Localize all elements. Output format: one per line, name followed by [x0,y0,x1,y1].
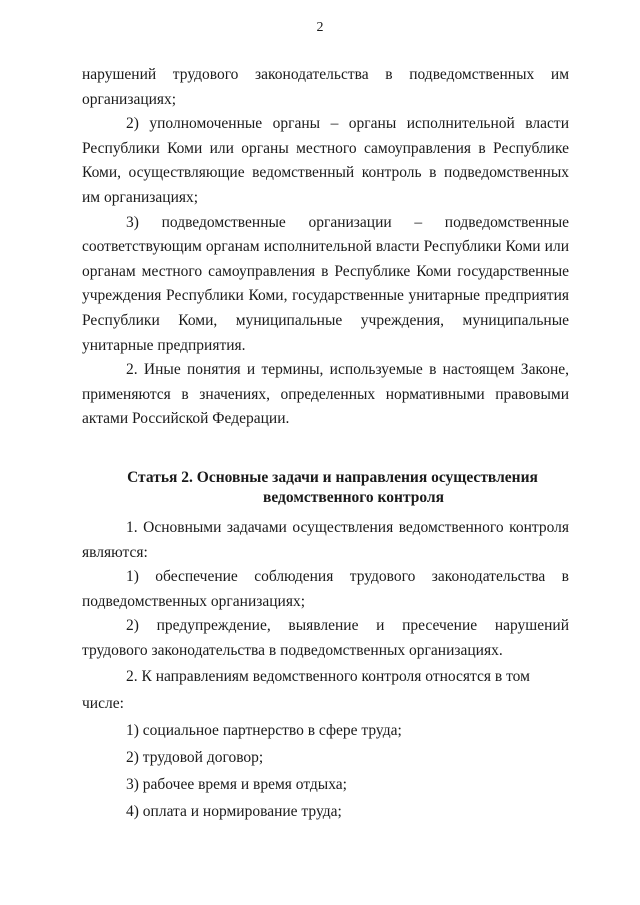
page-number: 2 [316,20,324,35]
paragraph-task-1: 1) обеспечение соблюдения трудового законодательства в подведомственных организациях; [82,568,569,610]
paragraph-main-tasks: 1. Основными задачами осуществления ведомственного контроля являются: [82,518,569,561]
paragraph-directions: 2. К направлениям ведомственного контроля относятся в том числе: [82,668,530,713]
article-2-heading [82,468,569,508]
list-item: 4) оплата и нормирование труда; [126,803,342,821]
article-title-line1: Статья 2. Основные задачи и направления осуществления [127,468,538,486]
document-body [82,63,569,825]
paragraph-continuation: нарушений трудового законодательства в подведомственных им организациях; [82,66,569,108]
paragraph-subordinate-organizations: 3) подведомственные организации – подведомственные соответствующим органам исполнительной власти Республики Коми или органам местного самоуправления в Республике Коми государственные учреждения Республики Коми, государственные унитарные предприятия Республики Коми, муниципальные учреждения, муниципальные унитарные предприятия. [82,213,569,354]
list-item: 2) трудовой договор; [126,749,264,767]
paragraph-other-terms: 2. Иные понятия и термины, используемые в настоящем Законе, применяются в значениях, определенных нормативными правовыми актами Российской Федерации. [82,361,569,428]
article-title-line2: ведомственного контроля [263,488,444,506]
list-item: 1) социальное партнерство в сфере труда; [126,722,402,740]
paragraph-authorized-bodies: 2) уполномоченные органы – органы исполнительной власти Республики Коми или органы местного самоуправления в Республике Коми, осуществляющие ведомственный контроль в подведомственных им организациях; [82,115,569,206]
paragraph-task-2: 2) предупреждение, выявление и пресечение нарушений трудового законодательства в подведомственных организациях. [82,617,569,659]
list-item: 3) рабочее время и время отдыха; [126,776,347,794]
